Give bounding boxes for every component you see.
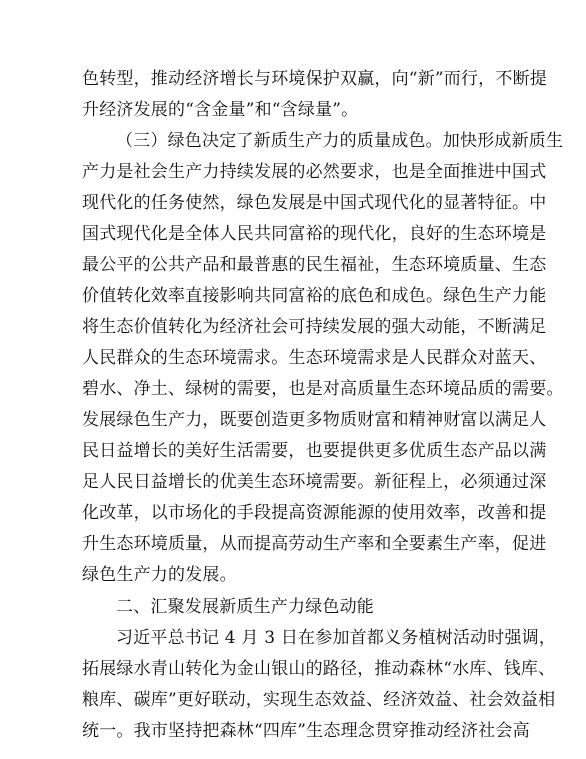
text-line: 产力是社会生产力持续发展的必然要求，也是全面推进中国式 [82,162,547,182]
text-line: 价值转化效率直接影响共同富裕的底色和成色。绿色生产力能 [82,286,547,306]
text-line: 色转型，推动经济增长与环境保护双赢，向“新”而行，不断提 [82,69,547,89]
text-line: 习近平总书记 4 月 3 日在参加首都义务植树活动时强调， [116,628,557,648]
text-line: 足人民日益增长的优美生态环境需要。新征程上，必须通过深 [82,472,547,492]
text-line: 升经济发展的“含金量”和“含绿量”。 [82,100,359,120]
section-heading: 二、汇聚发展新质生产力绿色动能 [116,597,374,617]
text-line: 升生态环境质量，从而提高劳动生产率和全要素生产率，促进 [82,534,547,554]
text-line: 最公平的公共产品和最普惠的民生福祉，生态环境质量、生态 [82,255,547,275]
text-line: 化改革，以市场化的手段提高资源能源的使用效率，改善和提 [82,503,547,523]
text-line: 国式现代化是全体人民共同富裕的现代化，良好的生态环境是 [82,224,547,244]
text-line: 发展绿色生产力，既要创造更多物质财富和精神财富以满足人 [82,410,547,430]
text-line: 人民群众的生态环境需求。生态环境需求是人民群众对蓝天、 [82,348,547,368]
text-line: 拓展绿水青山转化为金山银山的路径，推动森林“水库、钱库、 [82,659,556,679]
text-line: （三）绿色决定了新质生产力的质量成色。加快形成新质生 [116,131,564,151]
text-line: 统一。我市坚持把森林“四库”生态理念贯穿推动经济社会高 [82,721,530,741]
text-line: 现代化的任务使然，绿色发展是中国式现代化的显著特征。中 [82,193,547,213]
text-line: 碧水、净土、绿树的需要，也是对高质量生态环境品质的需要。 [82,379,564,399]
text-line: 粮库、碳库”更好联动，实现生态效益、经济效益、社会效益相 [82,690,556,710]
text-line: 绿色生产力的发展。 [82,565,237,585]
text-line: 民日益增长的美好生活需要，也要提供更多优质生态产品以满 [82,441,547,461]
text-line: 将生态价值转化为经济社会可持续发展的强大动能，不断满足 [82,317,547,337]
